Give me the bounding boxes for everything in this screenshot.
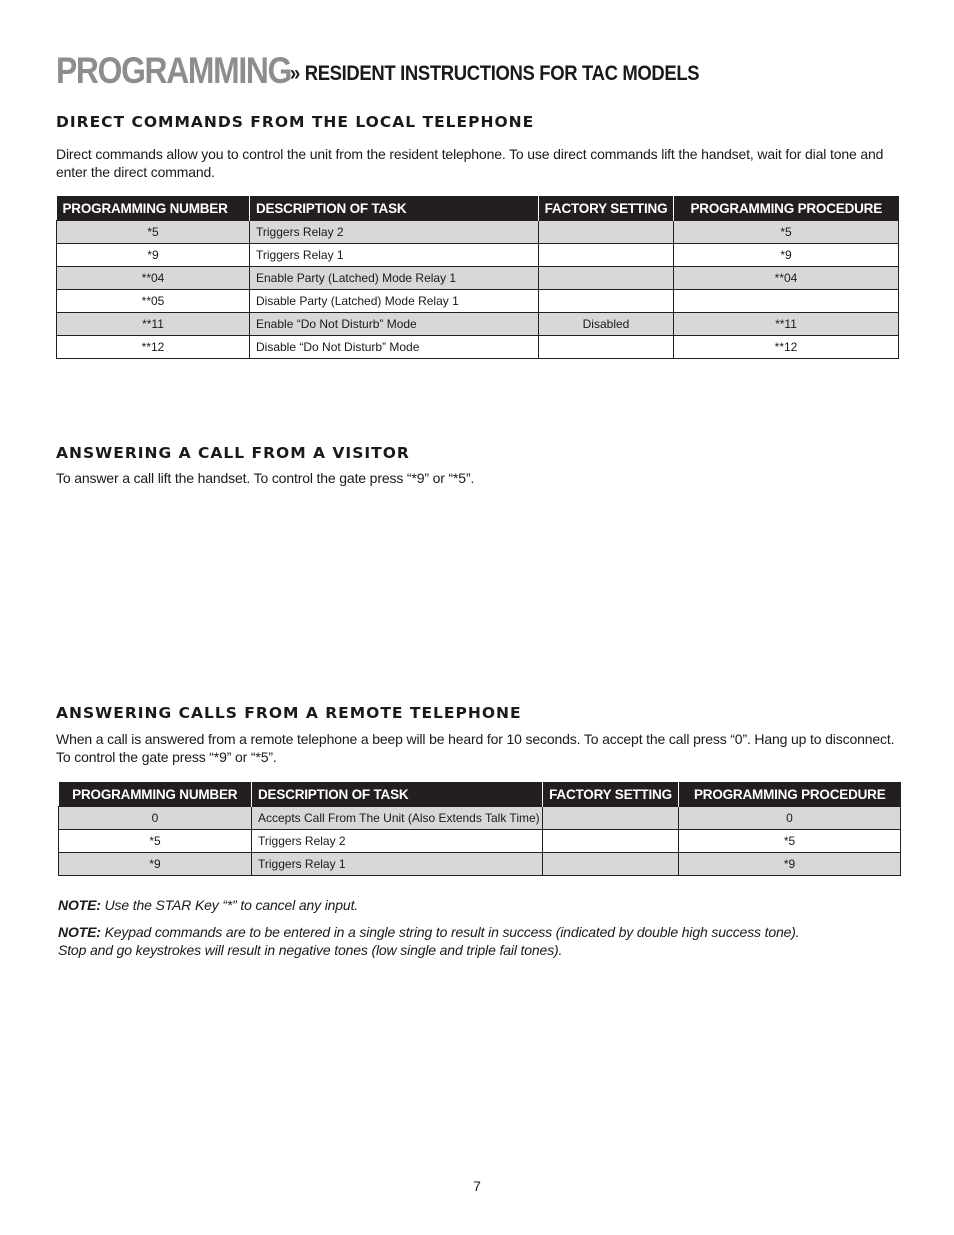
table-cell: [539, 336, 674, 359]
note-label: NOTE:: [58, 897, 101, 913]
table-cell: **12: [57, 336, 250, 359]
page-title-main: PROGRAMMING: [56, 50, 292, 91]
table-cell: [539, 244, 674, 267]
note-text: Use the STAR Key “*” to cancel any input.: [104, 897, 359, 913]
table-cell: [543, 853, 679, 876]
table-cell: Accepts Call From The Unit (Also Extends Talk Time): [252, 807, 543, 830]
table-cell: [539, 221, 674, 244]
table-row: [57, 244, 899, 267]
table-cell: *5: [674, 221, 899, 244]
table-row: [57, 290, 899, 313]
section-intro-direct-commands: Direct commands allow you to control the unit from the resident telephone. To use direct commands lift the handset, wait for dial tone and enter the direct command.: [56, 146, 884, 180]
table-cell: Triggers Relay 2: [252, 830, 543, 853]
table-cell: *9: [57, 244, 250, 267]
section-intro-remote-telephone: When a call is answered from a remote telephone a beep will be heard for 10 seconds. To accept the call press “0”. Hang up to disconnect. To control the gate press “*9” or “*5”.: [56, 731, 895, 765]
table-row: [57, 267, 899, 290]
table-cell: Enable “Do Not Disturb” Mode: [250, 313, 539, 336]
table-cell: **11: [57, 313, 250, 336]
table-row: [57, 336, 899, 359]
note-label: NOTE:: [58, 924, 101, 940]
column-header: PROGRAMMING NUMBER: [57, 196, 250, 221]
direct-commands-table: [56, 196, 899, 359]
table-cell: *9: [59, 853, 252, 876]
column-header: PROGRAMMING PROCEDURE: [674, 196, 899, 221]
table-header-row: [57, 196, 899, 221]
table-cell: *5: [679, 830, 901, 853]
section-intro-visitor-call: To answer a call lift the handset. To control the gate press “*9” or “*5”.: [56, 470, 475, 486]
table-cell: Disable Party (Latched) Mode Relay 1: [250, 290, 539, 313]
table-row: [57, 221, 899, 244]
section-heading-visitor-call: ANSWERING A CALL FROM A VISITOR: [56, 444, 410, 462]
column-header: DESCRIPTION OF TASK: [252, 782, 543, 807]
table-cell: **05: [57, 290, 250, 313]
table-cell: Triggers Relay 1: [250, 244, 539, 267]
table-cell: **11: [674, 313, 899, 336]
table-cell: *9: [674, 244, 899, 267]
section-heading-direct-commands: DIRECT COMMANDS FROM THE LOCAL TELEPHONE: [56, 113, 535, 131]
table-cell: 0: [59, 807, 252, 830]
table-cell: *5: [57, 221, 250, 244]
remote-commands-table: [58, 782, 901, 876]
page-number: 7: [473, 1178, 481, 1194]
column-header: PROGRAMMING PROCEDURE: [679, 782, 901, 807]
table-cell: Triggers Relay 1: [252, 853, 543, 876]
note-keypad-commands: [58, 923, 828, 959]
table-cell: Enable Party (Latched) Mode Relay 1: [250, 267, 539, 290]
table-cell: **04: [674, 267, 899, 290]
table-header-row: [59, 782, 901, 807]
column-header: FACTORY SETTING: [543, 782, 679, 807]
table-row: [57, 313, 899, 336]
table-cell: Triggers Relay 2: [250, 221, 539, 244]
table-row: [59, 830, 901, 853]
table-cell: *9: [679, 853, 901, 876]
table-cell: **12: [674, 336, 899, 359]
column-header: DESCRIPTION OF TASK: [250, 196, 539, 221]
page-title: [56, 50, 700, 92]
column-header: PROGRAMMING NUMBER: [59, 782, 252, 807]
page-title-sub: » RESIDENT INSTRUCTIONS FOR TAC MODELS: [290, 62, 700, 85]
table-row: [59, 853, 901, 876]
column-header: FACTORY SETTING: [539, 196, 674, 221]
table-cell: [539, 290, 674, 313]
table-cell: 0: [679, 807, 901, 830]
table-cell: [539, 267, 674, 290]
table-cell: **04: [57, 267, 250, 290]
table-cell: [674, 290, 899, 313]
table-cell: Disabled: [539, 313, 674, 336]
table-cell: [543, 807, 679, 830]
table-cell: [543, 830, 679, 853]
note-text: Keypad commands are to be entered in a single string to result in success (indicated by double high success tone). Stop and go keystrokes will result in negative tones (low single and triple fail tones).: [58, 924, 800, 958]
note-star-key: [58, 896, 858, 914]
table-cell: Disable “Do Not Disturb” Mode: [250, 336, 539, 359]
section-heading-remote-telephone: ANSWERING CALLS FROM A REMOTE TELEPHONE: [56, 704, 522, 722]
table-row: [59, 807, 901, 830]
table-cell: *5: [59, 830, 252, 853]
